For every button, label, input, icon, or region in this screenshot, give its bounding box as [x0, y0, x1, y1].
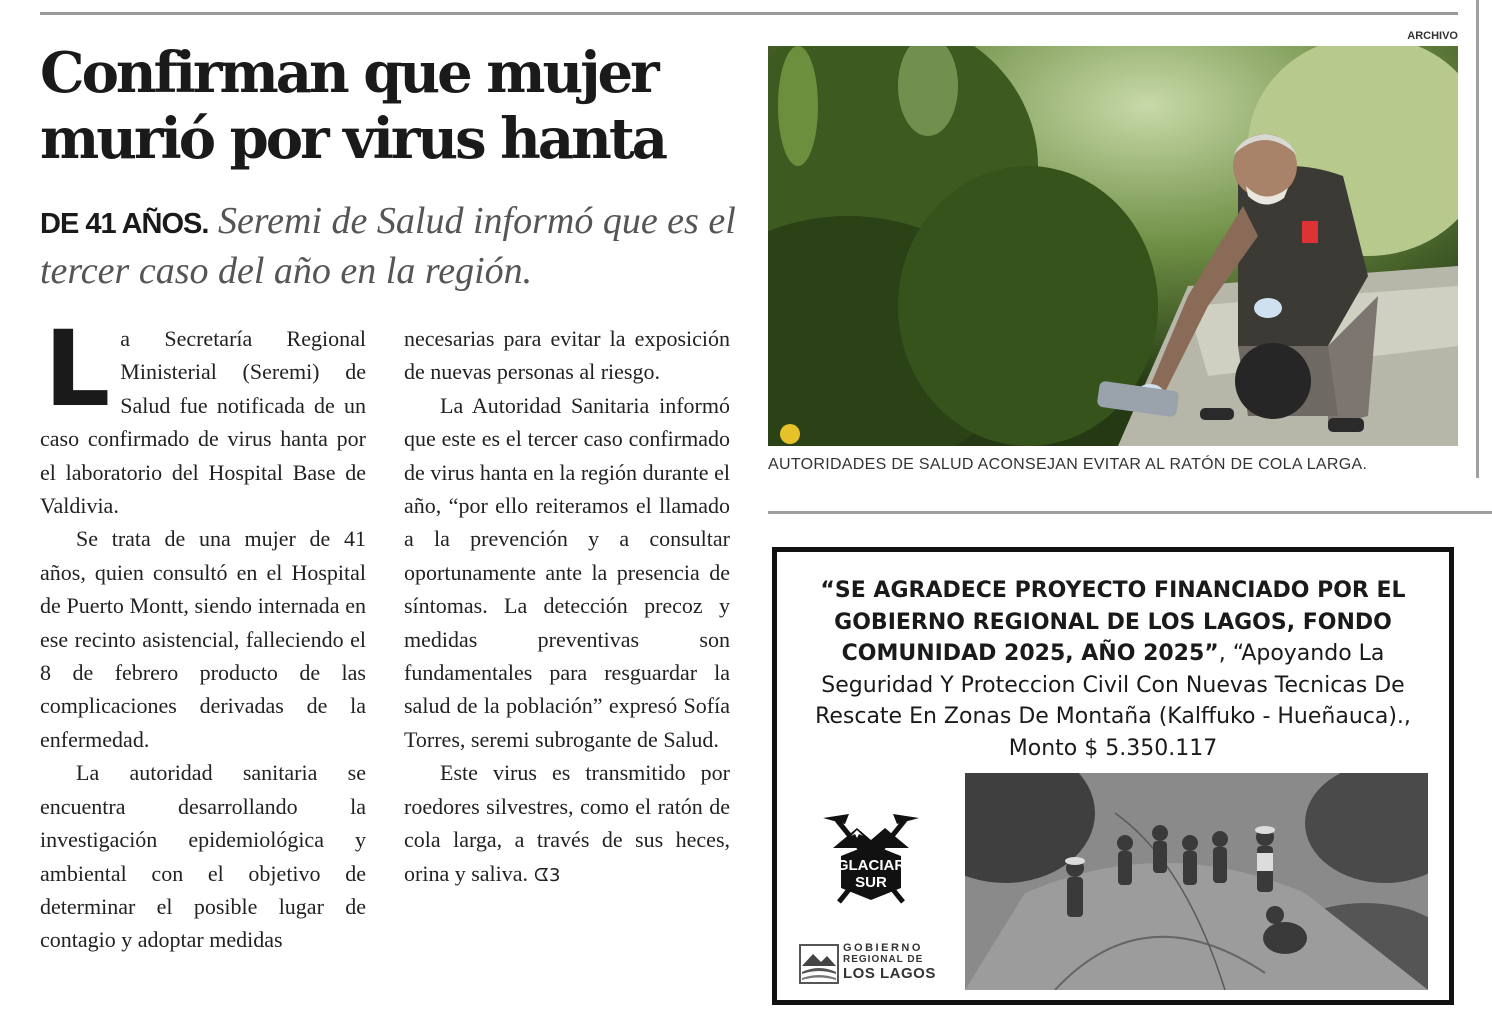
paragraph: La Secretaría Regional Ministerial (Seremi) de Salud fue notificada de un caso confirmado de virus hanta por el laboratorio del Hospital Base de Valdivia.	[40, 308, 366, 519]
ad-text	[797, 575, 1429, 764]
drop-cap: L	[44, 308, 111, 430]
deck	[40, 198, 760, 295]
glaciar-sur-logo	[815, 810, 927, 910]
paragraph: La Autoridad Sanitaria informó que este es el tercer caso confirmado de virus hanta en la región durante el año, “por ello reiteramos el llamado a la prevención y a consultar oportunamente ante la presencia de síntomas. La detección precoz y medidas preventivas son fundamentales para resguardar la salud de la población” expresó Sofía Torres, seremi subrogante de Salud.	[404, 392, 730, 752]
mountain-icon	[799, 944, 839, 984]
article-column-1	[40, 308, 366, 957]
ad-bold-text: “SE AGRADECE PROYECTO FINANCIADO POR EL GOBIERNO REGIONAL DE LOS LAGOS, FONDO COMUNIDAD 2025, AÑO 2025”	[820, 578, 1406, 666]
gobierno-regional-logo	[799, 941, 959, 987]
gob-line-3: LOS LAGOS	[843, 965, 936, 982]
paragraph: Se trata de una mujer de 41 años, quien consultó en el Hospital de Puerto Montt, siendo internada en ese recinto asistencial, falleciendo el 8 de febrero producto de las complicaciones derivadas de la enfermedad.	[40, 526, 366, 752]
gob-line-1: GOBIERNO	[843, 942, 923, 954]
sponsor-ad	[772, 547, 1454, 1005]
deck-kicker: DE 41 AÑOS.	[40, 208, 209, 240]
photo-caption: AUTORIDADES DE SALUD ACONSEJAN EVITAR AL RATÓN DE COLA LARGA.	[768, 456, 1368, 473]
rescue-training-photo	[965, 773, 1428, 990]
end-mark-icon: ᗧ3	[534, 864, 561, 886]
health-worker-photo	[768, 46, 1458, 446]
deck-text: Seremi de Salud informó que es el tercer caso del año en la región.	[40, 200, 736, 292]
photo-credit: ARCHIVO	[1407, 30, 1458, 42]
column-rule	[1476, 0, 1479, 478]
section-rule	[768, 511, 1492, 514]
top-rule	[40, 12, 1458, 15]
article-photo	[768, 46, 1458, 446]
logo-line-2: SUR	[855, 874, 887, 891]
article-column-2	[404, 322, 730, 892]
logo-line-1: GLACIAR	[836, 857, 906, 874]
paragraph: Este virus es transmitido por roedores silvestres, como el ratón de cola larga, a través de sus heces, orina y saliva. ᗧ3	[404, 760, 730, 886]
ad-body-text: , “Apoyando La Seguridad Y Proteccion Civil Con Nuevas Tecnicas De Rescate En Zonas De Montaña (Kalffuko - Hueñauca)., Monto $ 5.350.117	[815, 641, 1411, 761]
gob-line-2: REGIONAL DE	[843, 954, 924, 965]
paragraph: La autoridad sanitaria se encuentra desarrollando la investigación epidemiológica y ambiental con el objetivo de determinar el posible lugar de contagio y adoptar medidas	[40, 760, 366, 953]
headline: Confirman que mujer murió por virus hanta	[40, 40, 666, 172]
paragraph: necesarias para evitar la exposición de nuevas personas al riesgo.	[404, 326, 730, 385]
